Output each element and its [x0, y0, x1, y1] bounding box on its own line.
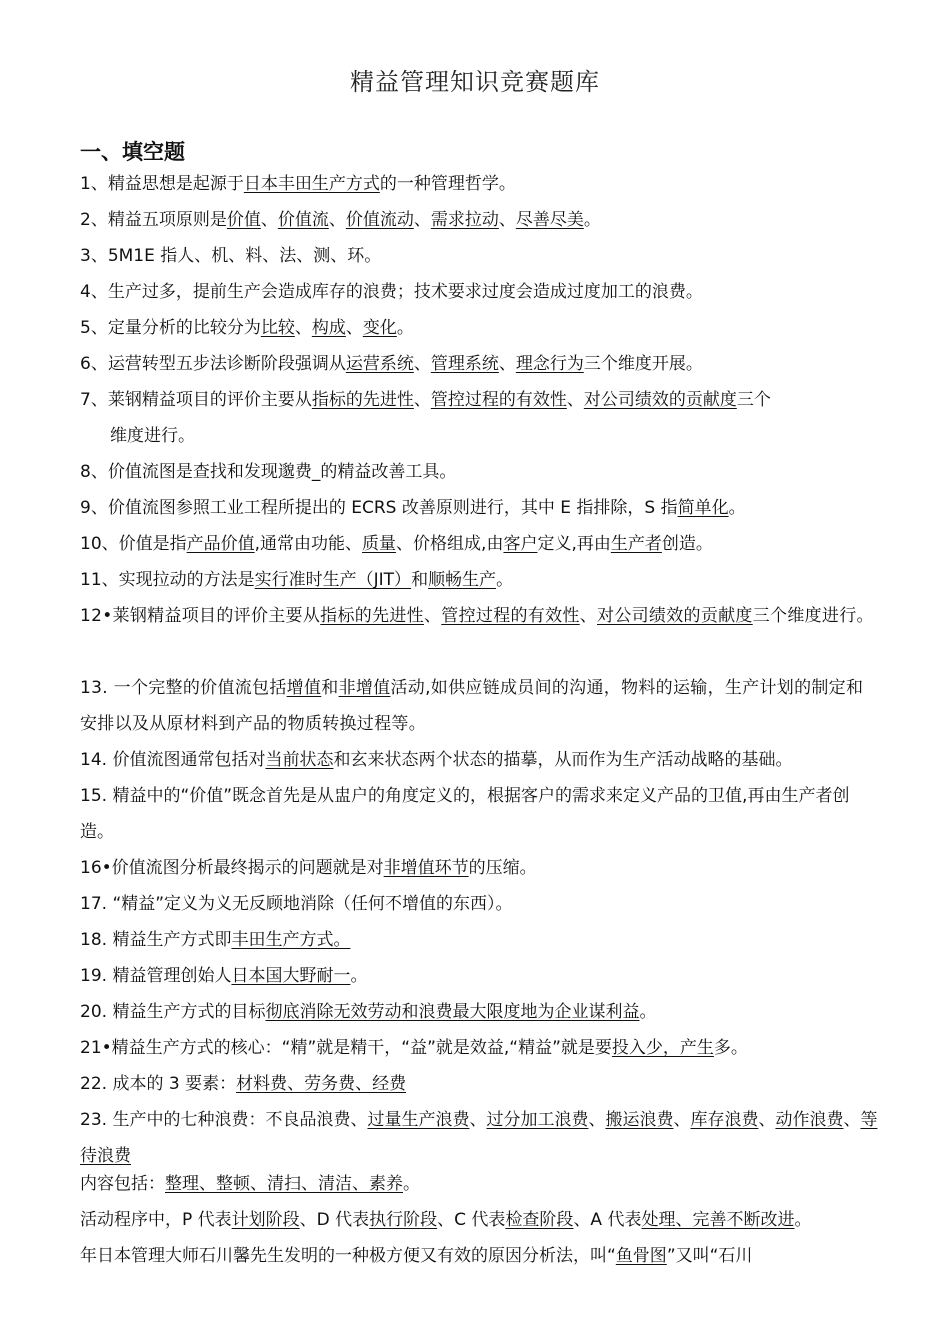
question-text: 7、莱钢精益项目的评价主要从: [80, 390, 312, 410]
question-text: 、: [843, 1110, 861, 1130]
question-item: [80, 886, 880, 922]
question-text: 、: [413, 354, 431, 374]
question-item: [80, 1030, 880, 1066]
question-text: ,通常由功能、: [254, 534, 363, 554]
question-item: [80, 166, 880, 202]
question-text: 维度进行。: [110, 426, 195, 446]
question-text: 内容包括：: [80, 1174, 165, 1194]
question-text: 9、价值流图参照工业工程所提出的 ECRS 改善原则进行，其中 E 指排除，S 指: [80, 498, 678, 518]
question-item: [80, 958, 880, 994]
question-text: 多。: [713, 1038, 748, 1058]
answer-blank: 丰田生产方式。: [231, 930, 351, 950]
question-text: 21•精益生产方式的核心：“精”就是精干，“益”就是效益,“精益”就是要: [80, 1038, 612, 1058]
answer-blank: 比较: [260, 318, 295, 338]
question-text: 4、生产过多，提前生产会造成库存的浪费；技术要求过度会造成过度加工的浪费。: [80, 282, 703, 302]
question-item: [80, 310, 880, 346]
question-item: [80, 850, 880, 886]
question-text: 15. 精益中的“价值”既念首先是从盅户的角度定义的，根据客户的需求来定义产品的卫值,再由生产者创造。: [80, 786, 850, 842]
question-text: 16•价值流图分析最终揭示的问题就是对: [80, 858, 384, 878]
answer-blank: 整理、整顿、清扫、清洁、素养: [165, 1174, 403, 1194]
question-text: 。: [403, 1174, 420, 1194]
question-item: [80, 598, 880, 634]
question-text: 、: [588, 1110, 606, 1130]
question-text: 、: [423, 606, 442, 626]
question-text: 和: [411, 570, 429, 590]
answer-blank: 尽善尽美: [515, 210, 584, 230]
question-text: 、: [758, 1110, 776, 1130]
answer-blank: 材料费、劳务费、经费: [236, 1074, 407, 1094]
answer-blank: 运营系统: [345, 354, 414, 374]
question-text: 、: [498, 210, 516, 230]
answer-blank: 动作浪费: [775, 1110, 844, 1130]
question-text: 的压缩。: [468, 858, 537, 878]
answer-blank: 对公司绩效的贡献度: [597, 606, 753, 626]
question-text: 、: [413, 210, 431, 230]
answer-blank: 指标的先进性: [320, 606, 424, 626]
question-text: 8、价值流图是查找和发现邈费_的精益改善工具。: [80, 462, 457, 482]
question-item: [80, 274, 880, 310]
question-text: 、A 代表: [573, 1210, 642, 1230]
question-item: [80, 670, 880, 742]
question-item: [80, 778, 880, 850]
question-text: 10、价值是指: [80, 534, 187, 554]
question-text: 、: [469, 1110, 487, 1130]
answer-blank: 计划阶段: [231, 1210, 300, 1230]
question-text: 、: [294, 318, 312, 338]
question-text: 、: [413, 390, 431, 410]
answer-blank: 管控过程的有效性: [441, 606, 580, 626]
answer-blank: 构成: [311, 318, 346, 338]
question-item: [80, 454, 880, 490]
question-item: [80, 562, 880, 598]
answer-blank: 当前状态: [265, 750, 334, 770]
question-text: 22. 成本的 3 要素：: [80, 1074, 237, 1094]
question-text: 5、定量分析的比较分为: [80, 318, 261, 338]
answer-blank: 理念行为: [515, 354, 584, 374]
answer-blank: 顺畅生产: [428, 570, 497, 590]
answer-blank: 执行阶段: [369, 1210, 438, 1230]
answer-blank: 过分加工浪费: [486, 1110, 589, 1130]
answer-blank: 价值流: [277, 210, 329, 230]
question-text: 12•莱钢精益项目的评价主要从: [80, 606, 321, 626]
question-text: 。: [794, 1210, 812, 1230]
question-text: 和玄来状态两个状态的描摹，从而作为生产活动战略的基础。: [333, 750, 793, 770]
question-text: 、价格组成,由: [396, 534, 504, 554]
question-text: 、: [345, 318, 363, 338]
question-item: [80, 526, 880, 562]
question-text: 的一种管理哲学。: [379, 174, 516, 194]
question-text: 。: [728, 498, 746, 518]
question-text: 14. 价值流图通常包括对: [80, 750, 266, 770]
question-text: 2、精益五项原则是: [80, 210, 227, 230]
question-text: 。: [496, 570, 514, 590]
answer-blank: 需求拉动: [430, 210, 499, 230]
section-heading: 一、填空题: [80, 140, 185, 164]
question-text: 、D 代表: [299, 1210, 370, 1230]
question-text: 18. 精益生产方式即: [80, 930, 232, 950]
question-text: 、: [673, 1110, 691, 1130]
question-item: [80, 1066, 880, 1102]
answer-blank: 库存浪费: [690, 1110, 759, 1130]
question-text: 三个维度进行。: [752, 606, 874, 626]
question-item: [80, 490, 880, 526]
question-item: [80, 1166, 880, 1202]
answer-blank: 彻底消除无效劳动和浪费最大限度地为企业谋利益: [265, 1002, 640, 1022]
answer-blank: 变化: [362, 318, 397, 338]
answer-blank: 管理系统: [430, 354, 499, 374]
question-text: 17. “精益”定义为义无反顾地消除（任何不增值的东西）。: [80, 894, 513, 914]
question-item: [80, 382, 880, 418]
question-text: 1、精益思想是起源于: [80, 174, 244, 194]
answer-blank: 处理、完善不断改进: [641, 1210, 795, 1230]
question-text: 19. 精益管理创始人: [80, 966, 232, 986]
question-item: [80, 922, 880, 958]
question-item: [80, 346, 880, 382]
answer-blank: 实行准时生产（JIT）: [254, 570, 412, 590]
answer-blank: 产品价值: [186, 534, 255, 554]
question-text: 定义,再由: [537, 534, 611, 554]
question-item: [80, 1202, 880, 1238]
question-text: 活动程序中，P 代表: [80, 1210, 232, 1230]
question-text: 、: [566, 390, 584, 410]
answer-blank: 价值: [226, 210, 261, 230]
answer-blank: 质量: [362, 534, 397, 554]
question-text: 年日本管理大师石川馨先生发明的一种极方便又有效的原因分析法，叫“: [80, 1246, 616, 1266]
answer-blank: 指标的先进性: [311, 390, 414, 410]
question-text: 、: [498, 354, 516, 374]
question-text: 。: [583, 210, 601, 230]
answer-blank: 价值流动: [345, 210, 414, 230]
document-title: 精益管理知识竞赛题库: [350, 68, 600, 96]
question-item: [110, 418, 910, 454]
answer-blank: 管控过程的有效性: [430, 390, 567, 410]
answer-blank: 对公司绩效的贡献度: [583, 390, 737, 410]
question-text: 。: [396, 318, 414, 338]
question-text: 。: [350, 966, 368, 986]
answer-blank: 过量生产浪费: [367, 1110, 470, 1130]
answer-blank: 非增值环节: [383, 858, 469, 878]
question-text: 。: [639, 1002, 657, 1022]
question-item: [80, 238, 880, 274]
question-text: 三个维度开展。: [583, 354, 703, 374]
question-text: ”又叫“石川: [666, 1246, 753, 1266]
question-item: [80, 994, 880, 1030]
answer-blank: 客户: [503, 534, 538, 554]
question-text: 13. 一个完整的价值流包括: [80, 678, 287, 698]
question-text: 活动,如供应链成员间的沟通，物料的运输，生产计划的制定和安排以及从原材料到产品的物质转换过程等。: [80, 678, 864, 734]
answer-blank: 日本国: [231, 966, 283, 986]
question-item: [80, 1102, 880, 1174]
answer-blank: 等待浪费: [80, 1110, 878, 1166]
answer-blank: 简单化: [677, 498, 729, 518]
answer-blank: 大野耐一: [282, 966, 351, 986]
answer-blank: 增值: [286, 678, 322, 698]
answer-blank: 投入少，产生: [611, 1038, 714, 1058]
question-item: [80, 1238, 880, 1274]
question-text: 三个: [736, 390, 771, 410]
answer-blank: 生产者: [610, 534, 662, 554]
question-text: 、: [260, 210, 278, 230]
question-text: 20. 精益生产方式的目标: [80, 1002, 266, 1022]
question-text: 11、实现拉动的方法是: [80, 570, 255, 590]
question-item: [80, 202, 880, 238]
question-text: 、C 代表: [437, 1210, 506, 1230]
question-text: 和: [321, 678, 339, 698]
question-text: 、: [579, 606, 598, 626]
question-item: [80, 742, 880, 778]
question-text: 6、运营转型五步法诊断阶段强调从: [80, 354, 346, 374]
question-text: 3、5M1E 指人、机、料、法、测、环。: [80, 246, 382, 266]
answer-blank: 检查阶段: [505, 1210, 574, 1230]
answer-blank: 搬运浪费: [605, 1110, 674, 1130]
answer-blank: 非增值: [338, 678, 391, 698]
answer-blank: 日本丰田生产方式: [243, 174, 380, 194]
question-text: 创造。: [661, 534, 713, 554]
answer-blank: 鱼骨图: [615, 1246, 667, 1266]
question-text: 、: [328, 210, 346, 230]
question-text: 23. 生产中的七种浪费：不良品浪费、: [80, 1110, 368, 1130]
